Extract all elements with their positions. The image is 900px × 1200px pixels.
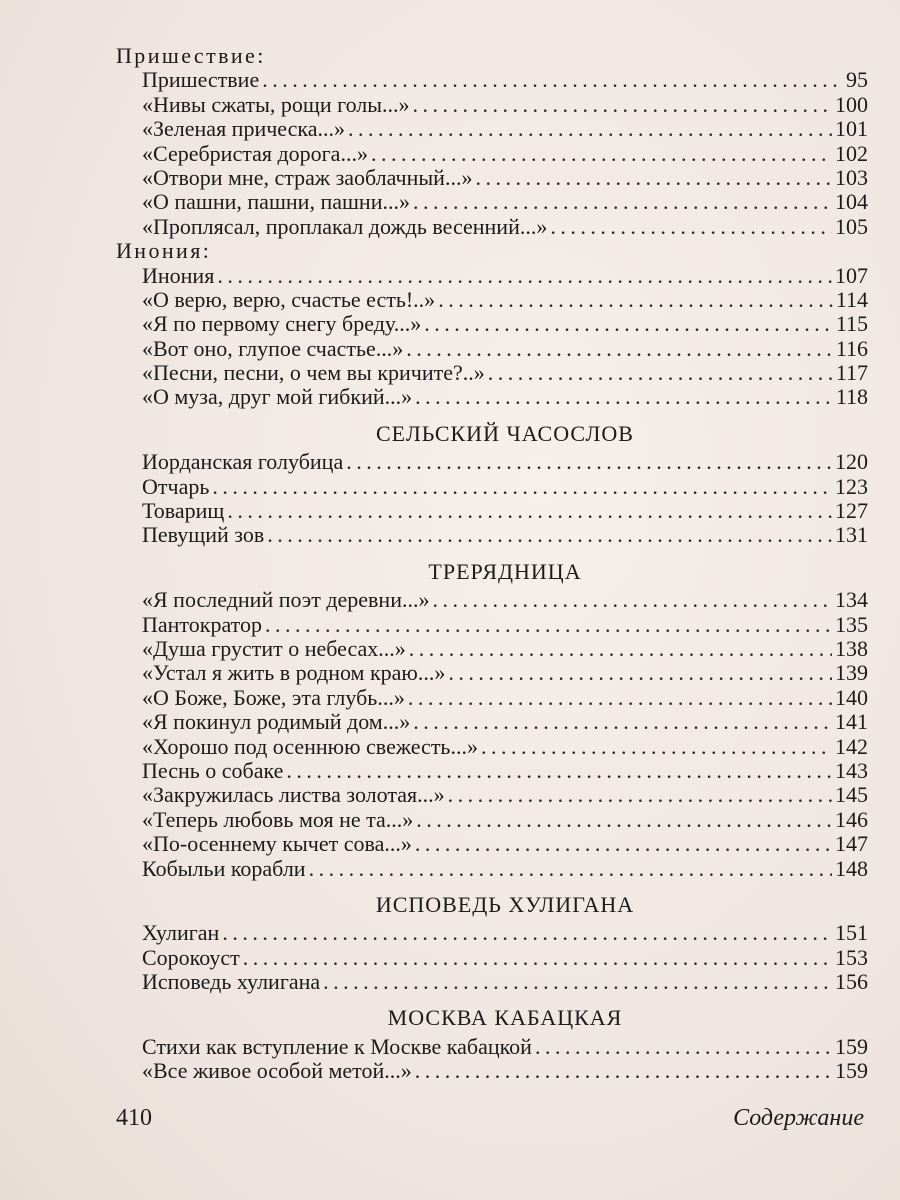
entry-page-number: 135 [835, 611, 868, 637]
dot-leader [415, 1059, 832, 1083]
entry-title: «Нивы сжаты, рощи голы...» [142, 91, 410, 117]
toc-entry [116, 68, 868, 92]
dot-leader [415, 832, 832, 856]
entry-title: Кобыльи корабли [142, 855, 306, 881]
section-title: ИСПОВЕДЬ ХУЛИГАНА [375, 891, 635, 917]
toc-entry [116, 337, 868, 361]
entry-title: «О муза, друг мой гибкий...» [142, 384, 413, 410]
dot-leader [413, 710, 832, 734]
dot-leader [348, 117, 832, 141]
toc-entry [116, 312, 868, 336]
toc-entry [116, 759, 868, 783]
entry-page-number: 159 [835, 1058, 868, 1084]
entry-title: «По-осеннему кычет сова...» [142, 831, 412, 857]
entry-title: «Песни, песни, о чем вы кричите?..» [142, 360, 485, 386]
dot-leader [409, 637, 832, 661]
toc-entry [116, 264, 868, 288]
group-heading: Инония: [116, 238, 212, 264]
dot-leader [212, 475, 832, 499]
toc-entry [116, 361, 868, 385]
toc-entry [116, 613, 868, 637]
entry-title: «Хорошо под осеннюю свежесть...» [142, 733, 478, 759]
toc-entry [116, 686, 868, 710]
toc-entry [116, 946, 868, 970]
dot-leader [286, 759, 832, 783]
dot-leader [227, 499, 832, 523]
section-title: ТРЕРЯДНИЦА [428, 558, 582, 584]
dot-leader [432, 588, 832, 612]
section-title: СЕЛЬСКИЙ ЧАСОСЛОВ [376, 420, 634, 446]
entry-page-number: 148 [835, 855, 868, 881]
toc-entry [116, 970, 868, 994]
entry-title: «Закружилась листва золотая...» [142, 782, 445, 808]
dot-leader [424, 312, 833, 336]
entry-title: «Теперь любовь моя не та...» [142, 806, 414, 832]
toc-entry [116, 166, 868, 190]
dot-leader [371, 142, 832, 166]
entry-page-number: 153 [835, 944, 868, 970]
dot-leader [222, 921, 832, 945]
entry-page-number: 104 [835, 189, 868, 215]
table-of-contents [116, 44, 868, 1084]
entry-page-number: 107 [835, 262, 868, 288]
entry-title: «О пашни, пашни, пашни...» [142, 189, 410, 215]
dot-leader [406, 337, 833, 361]
entry-page-number: 101 [835, 116, 868, 142]
entry-page-number: 105 [835, 213, 868, 239]
entry-title: Иорданская голубица [142, 449, 344, 475]
entry-title: «Я покинул родимый дом...» [142, 709, 411, 735]
dot-leader [415, 385, 833, 409]
entry-page-number: 100 [835, 91, 868, 117]
toc-entry [116, 190, 868, 214]
entry-page-number: 140 [835, 684, 868, 710]
entry-title: «Я последний поэт деревни...» [142, 587, 430, 613]
dot-leader [475, 166, 832, 190]
dot-leader [413, 93, 832, 117]
dot-leader [217, 264, 832, 288]
entry-title: Пантократор [142, 611, 262, 637]
entry-page-number: 120 [835, 449, 868, 475]
entry-title: «Вот оно, глупое счастье...» [142, 335, 404, 361]
toc-entry [116, 450, 868, 474]
dot-leader [481, 735, 832, 759]
entry-page-number: 142 [835, 733, 868, 759]
entry-title: «Душа грустит о небесах...» [142, 635, 406, 661]
dot-leader [265, 613, 832, 637]
dot-leader [416, 808, 832, 832]
dot-leader [550, 215, 832, 239]
entry-page-number: 143 [835, 757, 868, 783]
entry-title: «Зеленая прическа...» [142, 116, 345, 142]
dot-leader [413, 190, 832, 214]
entry-page-number: 138 [835, 635, 868, 661]
toc-entry [116, 288, 868, 312]
entry-page-number: 146 [835, 806, 868, 832]
toc-entry [116, 475, 868, 499]
entry-title: Исповедь хулигана [142, 969, 321, 995]
entry-page-number: 123 [835, 473, 868, 499]
dot-leader [323, 970, 832, 994]
toc-entry [116, 1035, 868, 1059]
toc-entry [116, 117, 868, 141]
running-title: Содержание [733, 1105, 864, 1131]
entry-page-number: 151 [835, 920, 868, 946]
dot-leader [262, 68, 843, 92]
toc-entry [116, 523, 868, 547]
entry-title: Стихи как вступление к Москве кабацкой [142, 1033, 532, 1059]
entry-title: Отчарь [142, 473, 210, 499]
entry-page-number: 139 [835, 660, 868, 686]
group-heading: Пришествие: [116, 43, 266, 68]
entry-page-number: 118 [835, 384, 868, 410]
entry-page-number: 95 [846, 67, 868, 93]
toc-entry [116, 921, 868, 945]
dot-leader [488, 361, 833, 385]
toc-entry [116, 808, 868, 832]
page-number: 410 [116, 1105, 152, 1131]
toc-entry [116, 588, 868, 612]
entry-page-number: 131 [835, 522, 868, 548]
entry-page-number: 145 [835, 782, 868, 808]
dot-leader [243, 946, 832, 970]
dot-leader [448, 661, 832, 685]
toc-entry [116, 832, 868, 856]
entry-title: «Устал я жить в родном краю...» [142, 660, 446, 686]
entry-page-number: 156 [835, 969, 868, 995]
dot-leader [267, 523, 832, 547]
entry-page-number: 116 [835, 335, 868, 361]
toc-entry [116, 142, 868, 166]
entry-title: «О верю, верю, счастье есть!..» [142, 286, 436, 312]
entry-page-number: 134 [835, 587, 868, 613]
entry-page-number: 127 [835, 498, 868, 524]
entry-title: «Отвори мне, страж заоблачный...» [142, 164, 473, 190]
entry-page-number: 102 [835, 140, 868, 166]
entry-title: Товарищ [142, 498, 225, 524]
entry-title: «Все живое особой метой...» [142, 1058, 412, 1084]
toc-entry [116, 735, 868, 759]
toc-entry [116, 783, 868, 807]
toc-entry [116, 1059, 868, 1083]
entry-title: «Я по первому снегу бреду...» [142, 311, 422, 337]
entry-page-number: 115 [835, 311, 868, 337]
dot-leader [309, 857, 832, 881]
toc-entry [116, 93, 868, 117]
entry-title: «Проплясал, проплакал дождь весенний...» [142, 213, 548, 239]
toc-entry [116, 385, 868, 409]
entry-page-number: 141 [835, 709, 868, 735]
dot-leader [438, 288, 833, 312]
entry-page-number: 159 [835, 1033, 868, 1059]
entry-title: Хулиган [142, 920, 220, 946]
entry-title: Сорокоуст [142, 944, 240, 970]
toc-entry [116, 637, 868, 661]
dot-leader [448, 783, 832, 807]
entry-title: «Серебристая дорога...» [142, 140, 368, 166]
entry-page-number: 117 [835, 360, 868, 386]
entry-page-number: 103 [835, 164, 868, 190]
entry-page-number: 147 [835, 831, 868, 857]
entry-title: Пришествие [142, 67, 260, 93]
dot-leader [408, 686, 832, 710]
toc-entry [116, 499, 868, 523]
entry-title: Инония [142, 262, 215, 288]
dot-leader [346, 450, 832, 474]
entry-title: «О Боже, Боже, эта глубь...» [142, 684, 405, 710]
entry-title: Песнь о собаке [142, 757, 284, 783]
toc-entry [116, 710, 868, 734]
section-title: МОСКВА КАБАЦКАЯ [387, 1005, 623, 1031]
toc-entry [116, 661, 868, 685]
entry-page-number: 114 [835, 286, 868, 312]
toc-entry [116, 857, 868, 881]
toc-entry [116, 215, 868, 239]
dot-leader [535, 1035, 832, 1059]
entry-title: Певущий зов [142, 522, 265, 548]
